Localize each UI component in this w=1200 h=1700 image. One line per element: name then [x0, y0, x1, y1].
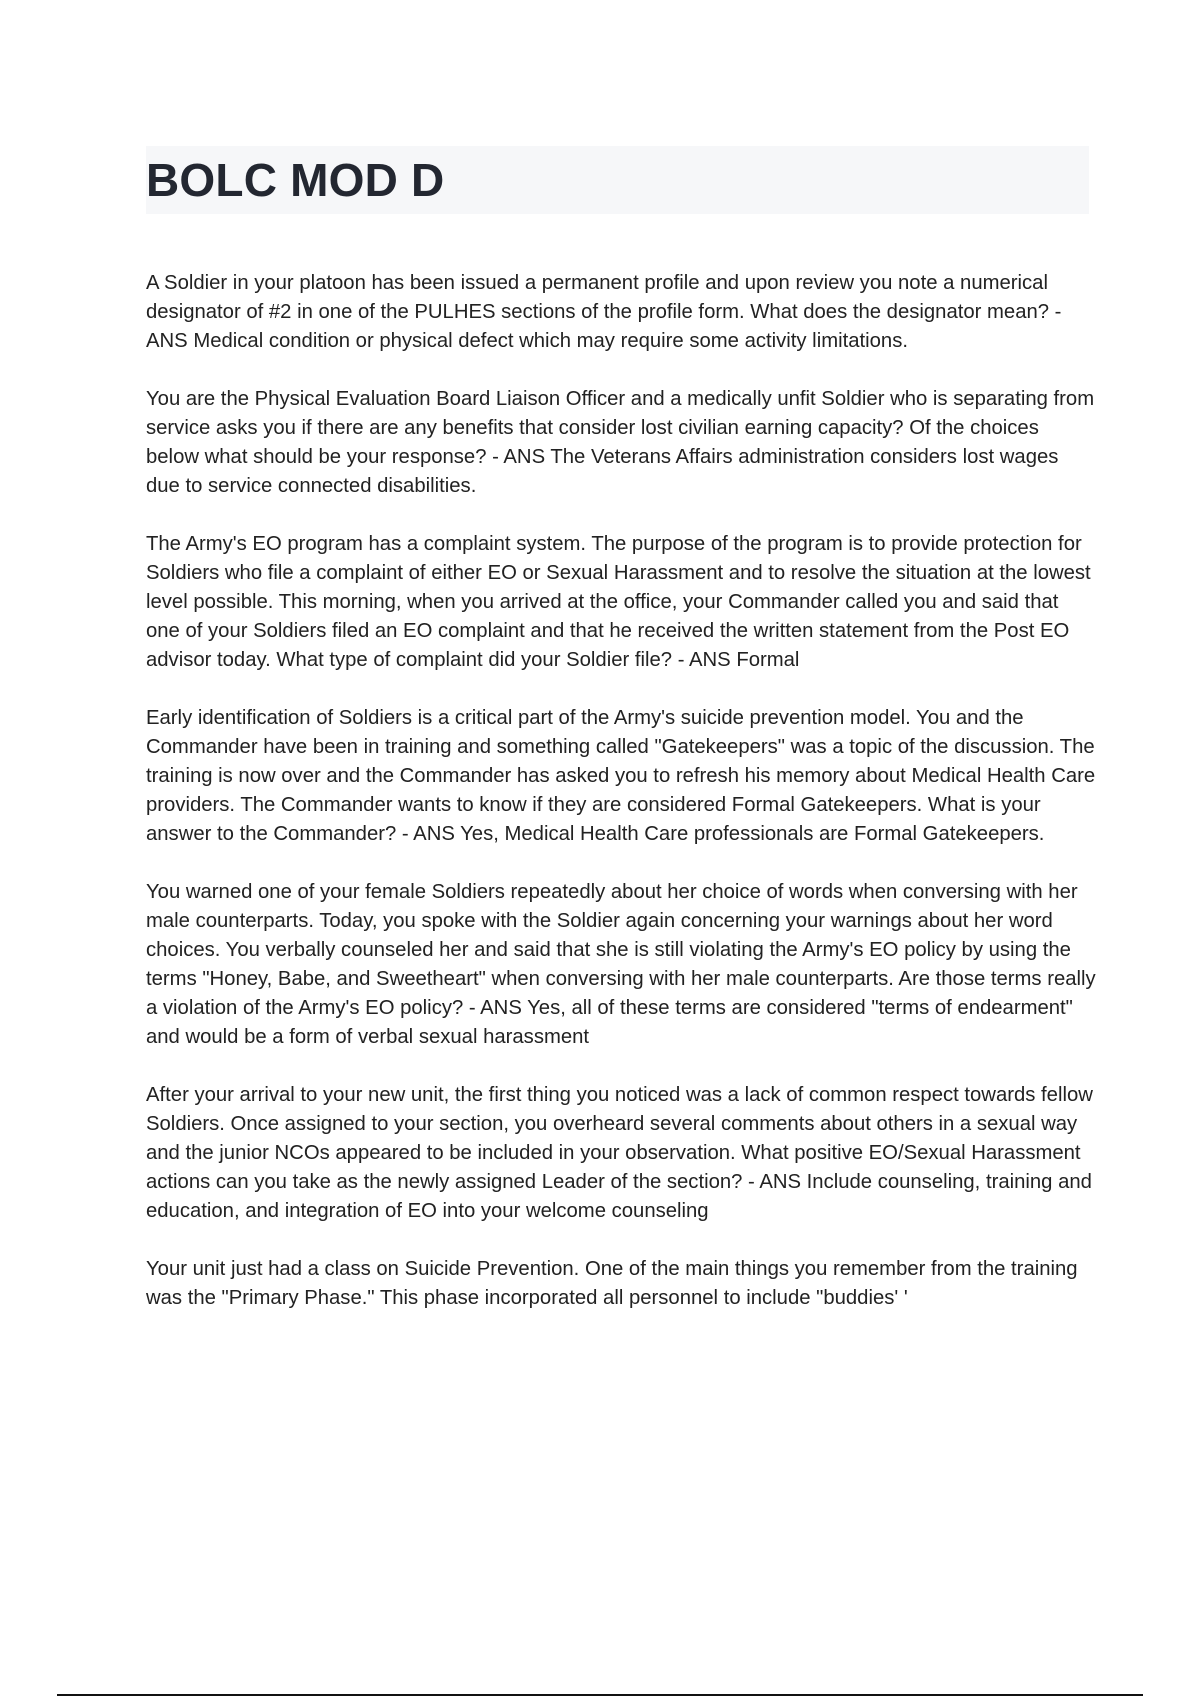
- qa-entry: Early identification of Soldiers is a critical part of the Army's suicide prevention model. You and the Commander have been in training and something called "Gatekeepers" was a topic of the discussion. The training is now over and the Commander has asked you to refresh his memory about Medical Health Care providers. The Commander wants to know if they are considered Formal Gatekeepers. What is your answer to the Commander? - ANS Yes, Medical Health Care professionals are Formal Gatekeepers.: [146, 707, 1096, 845]
- qa-entry: You warned one of your female Soldiers repeatedly about her choice of words when conversing with her male counterparts. Today, you spoke with the Soldier again concerning your warnings about her word choices. You verbally counseled her and said that she is still violating the Army's EO policy by using the terms "Honey, Babe, and Sweetheart" when conversing with her male counterparts. Are those terms really a violation of the Army's EO policy? - ANS Yes, all of these terms are considered "terms of endearment" and would be a form of verbal sexual harassment: [146, 881, 1096, 1048]
- qa-entry: The Army's EO program has a complaint system. The purpose of the program is to provide protection for Soldiers who file a complaint of either EO or Sexual Harassment and to resolve the situation at the lowest level possible. This morning, when you arrived at the office, your Commander called you and said that one of your Soldiers filed an EO complaint and that he received the written statement from the Post EO advisor today. What type of complaint did your Soldier file? - ANS Formal: [146, 533, 1091, 671]
- qa-entry: After your arrival to your new unit, the first thing you noticed was a lack of common respect towards fellow Soldiers. Once assigned to your section, you overheard several comments about others in a sexual way and the junior NCOs appeared to be included in your observation. What positive EO/Sexual Harassment actions can you take as the newly assigned Leader of the section? - ANS Include counseling, training and education, and integration of EO into your welcome counseling: [146, 1084, 1093, 1222]
- qa-list: [146, 269, 1096, 1342]
- qa-entry: You are the Physical Evaluation Board Liaison Officer and a medically unfit Soldier who is separating from service asks you if there are any benefits that consider lost civilian earning capacity? Of the choices below what should be your response? - ANS The Veterans Affairs administration considers lost wages due to service connected disabilities.: [146, 388, 1095, 497]
- title-banner: [146, 146, 1089, 214]
- document-title: BOLC MOD D: [146, 154, 445, 206]
- qa-entry: A Soldier in your platoon has been issued a permanent profile and upon review you note a numerical designator of #2 in one of the PULHES sections of the profile form. What does the designator mean? - ANS Medical condition or physical defect which may require some activity limitations.: [146, 272, 1062, 352]
- page-bottom-divider: [57, 1694, 1143, 1696]
- qa-entry: Your unit just had a class on Suicide Prevention. One of the main things you remember from the training was the "Primary Phase." This phase incorporated all personnel to include "buddies' ': [146, 1258, 1078, 1309]
